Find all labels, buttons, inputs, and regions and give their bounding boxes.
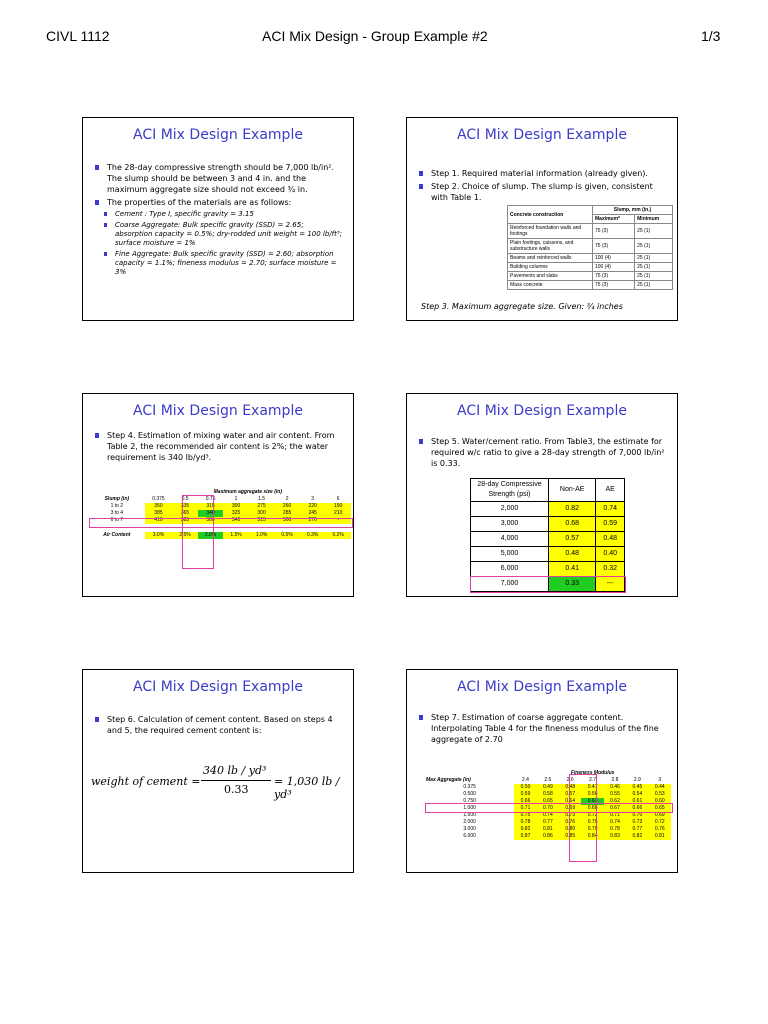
table-cell: 0.80 <box>559 826 581 833</box>
table-cell: 0.82 <box>514 826 536 833</box>
row-label: 3.000 <box>463 826 476 832</box>
table-cell: 0.76 <box>559 819 581 826</box>
table-cell: 2,000 <box>471 502 549 517</box>
table-cell: 0.63 <box>581 798 603 805</box>
table-header: Maximum* <box>593 215 635 224</box>
bullet-step7: Step 7. Estimation of coarse aggregate content. Interpolating Table 4 for the fineness modulus of the fine aggregate of 2.70 <box>419 712 667 745</box>
table-row <box>425 819 671 826</box>
table-cell: 0.57 <box>549 532 596 547</box>
table-cell: 0.75 <box>514 812 536 819</box>
table-header: Max Aggregate (in) <box>426 777 471 783</box>
table-cell: 100 (4) <box>593 254 635 263</box>
table-row <box>425 826 671 833</box>
row-label: 6.000 <box>463 833 476 839</box>
table-cell: 0.47 <box>581 784 603 791</box>
table-cell: 0.81 <box>649 833 671 840</box>
table-header: 2.7 <box>589 777 597 783</box>
table-cell: 0.73 <box>559 812 581 819</box>
table-cell: 0.71 <box>514 805 536 812</box>
bullet-properties: The properties of the materials are as follows: <box>95 197 343 208</box>
table-row <box>425 784 671 791</box>
row-label: 0.750 <box>463 798 476 804</box>
table-cell: 245 <box>300 510 326 517</box>
cement-equation <box>91 762 351 802</box>
table-row <box>425 812 671 819</box>
table-row <box>471 502 625 517</box>
table-cell: 0.77 <box>537 819 559 826</box>
slump-table <box>507 205 673 290</box>
table-cell: 0.76 <box>649 826 671 833</box>
table-cell: 25 (1) <box>635 272 673 281</box>
table-cell: 0.68 <box>549 517 596 532</box>
table-cell: 2.5% <box>172 532 198 539</box>
table-cell: 0.77 <box>626 826 648 833</box>
table-cell: 0.53 <box>649 791 671 798</box>
table-cell: 325 <box>223 510 249 517</box>
wc-ratio-table <box>470 478 625 592</box>
table-cell: 300 <box>223 503 249 510</box>
table-cell: 3.0% <box>145 532 173 539</box>
table-cell: 0.70 <box>537 805 559 812</box>
slide-title: ACI Mix Design Example <box>133 403 303 419</box>
table-header: Non-AE <box>549 479 596 502</box>
table-cell: 0.65 <box>649 805 671 812</box>
table-cell: 100 (4) <box>593 263 635 272</box>
table-cell: 0.54 <box>626 791 648 798</box>
table-cell: 0.56 <box>581 791 603 798</box>
table-header: 2.6 <box>566 777 574 783</box>
table-header: 1 <box>234 496 238 502</box>
table-cell: 0.3% <box>300 532 326 539</box>
table-cell: 0.78 <box>514 819 536 826</box>
table-cell: 340 <box>198 510 224 517</box>
highlight-column-box <box>182 495 214 569</box>
table-cell: 0.78 <box>604 826 626 833</box>
sub-bullet-cement: Cement : Type I, specific gravity = 3.15 <box>103 210 343 219</box>
table-cell: 1.5% <box>223 532 249 539</box>
table-cell: 0.74 <box>537 812 559 819</box>
table-group-header: Fineness Modulus <box>570 770 615 776</box>
slide-title: ACI Mix Design Example <box>457 127 627 143</box>
table-cell: 0.66 <box>626 805 648 812</box>
table-cell: 0.68 <box>581 805 603 812</box>
table-cell: 275 <box>249 503 275 510</box>
slide-title: ACI Mix Design Example <box>133 127 303 143</box>
table-group-header: Maximum aggregate size (in) <box>213 489 282 495</box>
sub-bullet-coarse-aggregate: Coarse Aggregate: Bulk specific gravity (SSD) = 2.65; absorption capacity = 0.5%; dry-rodded unit weight = 100 lb/ft³; surface moisture = 1% <box>103 221 343 248</box>
equation-denominator: 0.33 <box>224 783 249 796</box>
table-cell: 0.75 <box>581 819 603 826</box>
table-cell: 0.41 <box>549 562 596 577</box>
slide-6 <box>406 669 678 873</box>
bullet-step6: Step 6. Calculation of cement content. Based on steps 4 and 5, the required cement content is: <box>95 714 343 736</box>
table-cell: 315 <box>198 503 224 510</box>
step3-text: Step 3. Maximum aggregate size. Given: ¾ inches <box>421 302 623 311</box>
table-cell: 0.70 <box>626 812 648 819</box>
table-cell: 0.32 <box>596 562 625 577</box>
table-cell: 0.83 <box>604 833 626 840</box>
table-cell: 0.81 <box>537 826 559 833</box>
highlight-row-box <box>89 518 353 528</box>
table-cell: 300 <box>249 510 275 517</box>
document-title: ACI Mix Design - Group Example #2 <box>262 28 488 44</box>
air-content-row <box>89 532 351 539</box>
table-row <box>471 532 625 547</box>
table-header: 0.5 <box>181 496 189 502</box>
table-cell: 4,000 <box>471 532 549 547</box>
table-cell: 0.57 <box>559 791 581 798</box>
table-cell: 75 (3) <box>593 272 635 281</box>
table-cell: 0.40 <box>596 547 625 562</box>
table-row <box>508 254 673 263</box>
table-row <box>425 833 671 840</box>
table-cell: 335 <box>172 503 198 510</box>
table-row <box>89 510 351 517</box>
table-cell: 0.5% <box>274 532 300 539</box>
table-cell: 0.48 <box>549 547 596 562</box>
table-cell: 0.48 <box>559 784 581 791</box>
table-cell: 7,000 <box>471 577 549 592</box>
table-cell: 0.61 <box>626 798 648 805</box>
table-cell: 75 (3) <box>593 224 635 239</box>
slide-title: ACI Mix Design Example <box>457 679 627 695</box>
table-cell: 0.49 <box>537 784 559 791</box>
table-cell: 340 <box>223 517 249 524</box>
table-cell: Beams and reinforced walls <box>508 254 593 263</box>
table-cell: 0.66 <box>514 798 536 805</box>
table-cell: 0.46 <box>604 784 626 791</box>
highlight-column-box <box>569 774 597 862</box>
table-cell: 0.69 <box>649 812 671 819</box>
table-cell: 2.0% <box>198 532 224 539</box>
table-cell: 0.85 <box>559 833 581 840</box>
table-cell: 315 <box>249 517 275 524</box>
row-label: 6 to 7 <box>110 517 124 523</box>
slide-title: ACI Mix Design Example <box>133 679 303 695</box>
table-cell: - <box>325 517 351 524</box>
bullet-step5: Step 5. Water/cement ratio. From Table3, the estimate for required w/c ratio to give a 28-day strength of 7,000 lb/in² is 0.33. <box>419 436 667 469</box>
row-label: 2.000 <box>463 819 476 825</box>
table-row <box>508 224 673 239</box>
table-row <box>471 577 625 592</box>
table-cell: 25 (1) <box>635 254 673 263</box>
table-row <box>425 791 671 798</box>
table-cell: 6,000 <box>471 562 549 577</box>
table-cell: 0.50 <box>514 784 536 791</box>
table-cell: 3,000 <box>471 517 549 532</box>
table-cell: 0.82 <box>549 502 596 517</box>
row-label: 3 to 4 <box>110 510 124 516</box>
table-header: 2.9 <box>633 777 641 783</box>
table-header: AE <box>596 479 625 502</box>
table-header: 0.375 <box>152 496 165 502</box>
table-cell: 210 <box>325 510 351 517</box>
table-cell: 0.45 <box>626 784 648 791</box>
table-cell: 0.55 <box>604 791 626 798</box>
table-row <box>508 239 673 254</box>
table-cell: 75 (3) <box>593 281 635 290</box>
table-header: 2.4 <box>522 777 529 783</box>
slide-1 <box>82 117 354 321</box>
table-header: Slump, mm (in.) <box>593 206 673 215</box>
table-cell: 0.73 <box>626 819 648 826</box>
table-cell: 0.65 <box>537 798 559 805</box>
table-header: 0.75 <box>205 496 216 502</box>
table-cell: 0.58 <box>537 791 559 798</box>
row-label: 0.375 <box>463 784 476 790</box>
table-cell: 0.64 <box>559 798 581 805</box>
table-cell: 5,000 <box>471 547 549 562</box>
table-cell: 25 (1) <box>635 281 673 290</box>
table-row <box>508 281 673 290</box>
table-cell: 270 <box>300 517 326 524</box>
table-cell: Building columns <box>508 263 593 272</box>
table-cell: 260 <box>274 503 300 510</box>
table-row <box>471 562 625 577</box>
table-cell: 0.69 <box>559 805 581 812</box>
equation-result: = 1,030 lb / yd³ <box>274 775 340 801</box>
table-cell: 25 (1) <box>635 224 673 239</box>
table-header: Slump (in) <box>104 496 130 502</box>
table-cell: 365 <box>172 510 198 517</box>
table-cell: 0.82 <box>626 833 648 840</box>
table-row <box>508 272 673 281</box>
table-cell: 0.71 <box>604 812 626 819</box>
table-cell: 0.2% <box>325 532 351 539</box>
table-cell: 350 <box>145 503 173 510</box>
table-cell: 0.79 <box>581 826 603 833</box>
table-cell: 0.59 <box>514 791 536 798</box>
table-cell: 220 <box>300 503 326 510</box>
slide-3 <box>82 393 354 597</box>
table-cell: 0.86 <box>537 833 559 840</box>
row-label: 1 to 2 <box>110 503 124 509</box>
page-number: 1/3 <box>701 28 721 44</box>
bullet-step4: Step 4. Estimation of mixing water and air content. From Table 2, the recommended air content is 2%; the water requirement is 340 lb/yd³. <box>95 430 343 463</box>
table-header: 2 <box>285 496 289 502</box>
row-label: 0.500 <box>463 791 476 797</box>
table-header: 3 <box>311 496 314 502</box>
table-row <box>471 517 625 532</box>
table-cell: 385 <box>172 517 198 524</box>
table-cell: 0.87 <box>514 833 536 840</box>
table-cell: Plain footings, caissons, and substructure walls <box>508 239 593 254</box>
row-label: 1.000 <box>463 805 476 811</box>
slide-5 <box>82 669 354 873</box>
table-row <box>508 263 673 272</box>
table-cell: 360 <box>198 517 224 524</box>
bullet-step2: Step 2. Choice of slump. The slump is given, consistent with Table 1. <box>419 181 667 203</box>
table-cell: 0.72 <box>649 819 671 826</box>
row-label: 1.500 <box>463 812 476 818</box>
table-header: 3 <box>658 777 662 783</box>
highlight-row-box <box>425 803 673 813</box>
table-cell: 0.62 <box>604 798 626 805</box>
table-cell: 0.59 <box>596 517 625 532</box>
equation-numerator: 340 lb / yd³ <box>203 764 267 777</box>
slide-4 <box>406 393 678 597</box>
table-cell: 300 <box>274 517 300 524</box>
sub-bullet-fine-aggregate: Fine Aggregate: Bulk specific gravity (SSD) = 2.60; absorption capacity = 1.1%; fineness modulus = 2.70; surface moisture = 3% <box>103 250 343 277</box>
table-cell: 25 (1) <box>635 263 673 272</box>
table-cell: Pavements and slabs <box>508 272 593 281</box>
table-cell: 0.84 <box>581 833 603 840</box>
table-cell: 0.74 <box>596 502 625 517</box>
slide-2 <box>406 117 678 321</box>
table-cell: 25 (1) <box>635 239 673 254</box>
table-header: 2.5 <box>544 777 552 783</box>
table-cell: 1.0% <box>249 532 275 539</box>
equation-lhs: weight of cement = <box>91 775 201 788</box>
table-cell: 0.33 <box>549 577 596 592</box>
table-header: 2.8 <box>611 777 619 783</box>
table-cell: 385 <box>145 510 173 517</box>
table-cell: 0.72 <box>581 812 603 819</box>
table-cell: 0.60 <box>649 798 671 805</box>
table-cell: 0.48 <box>596 532 625 547</box>
table-cell: 0.67 <box>604 805 626 812</box>
water-table <box>89 489 351 539</box>
table-cell: Reinforced foundation walls and footings <box>508 224 593 239</box>
table-header: 6 <box>336 496 340 502</box>
table-header: 28-day Compressive Strength (psi) <box>471 479 549 502</box>
table-cell: 0.44 <box>649 784 671 791</box>
slide-title: ACI Mix Design Example <box>457 403 627 419</box>
table-cell: 0.74 <box>604 819 626 826</box>
table-header: Concrete construction <box>508 206 593 224</box>
table-cell: 190 <box>325 503 351 510</box>
table-cell: 75 (3) <box>593 239 635 254</box>
table-header: Minimum <box>635 215 673 224</box>
table-cell: 285 <box>274 510 300 517</box>
bullet-strength: The 28-day compressive strength should be 7,000 lb/in². The slump should be between 3 and 4 in. and the maximum aggregate size should not exceed ¾ in. <box>95 162 343 195</box>
bullet-step1: Step 1. Required material information (already given). <box>419 168 667 179</box>
table-row <box>89 503 351 510</box>
fraction-bar <box>201 780 271 781</box>
row-label: Air Content <box>103 532 131 538</box>
table-row <box>471 547 625 562</box>
table-cell: Mass concrete <box>508 281 593 290</box>
table-header: 1.5 <box>258 496 266 502</box>
table-cell: --- <box>596 577 625 592</box>
course-code: CIVL 1112 <box>46 28 110 44</box>
table-cell: 410 <box>145 517 173 524</box>
